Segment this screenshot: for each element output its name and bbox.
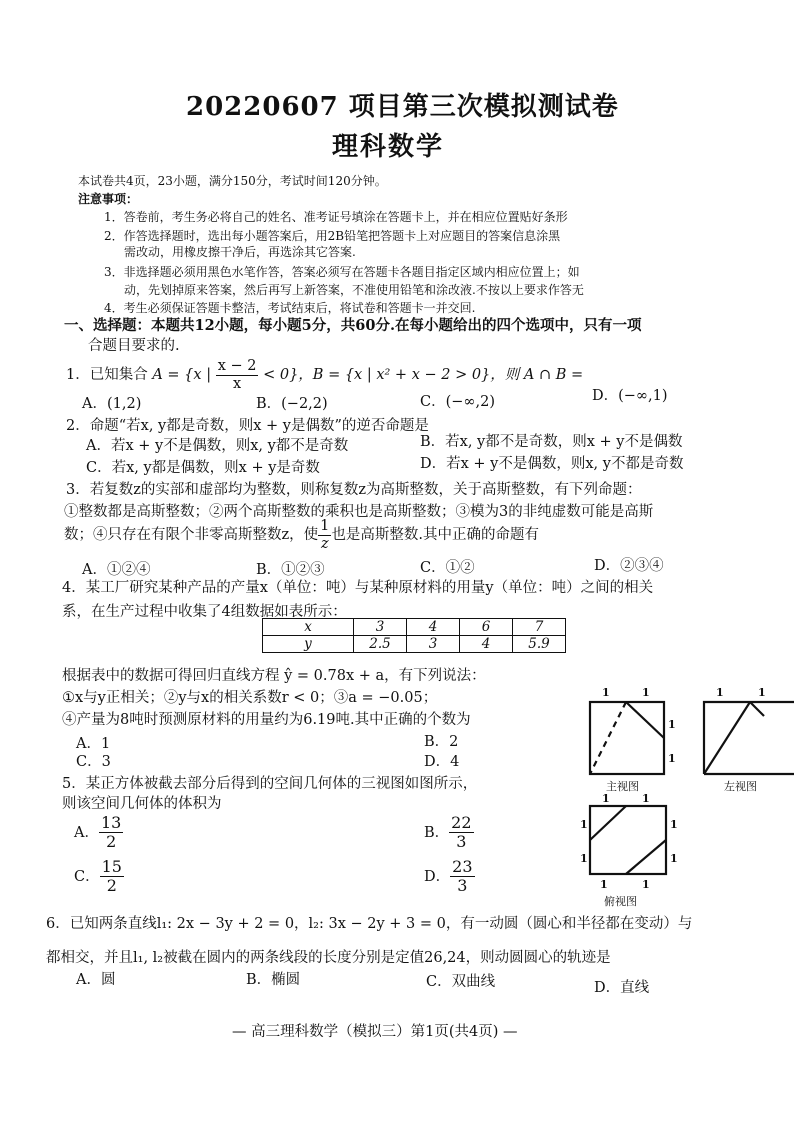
q1-option-a: A．(1,2) (82, 396, 142, 412)
notice-item-3-cont: 动，先划掉原来答案，然后再写上新答案，不准使用铅笔和涂改液.不按以上要求作答无 (124, 283, 584, 297)
notice-item-4: 4．考生必须保证答题卡整洁，考试结束后，将试卷和答题卡一并交回. (104, 301, 476, 315)
table-cell: 4 (460, 636, 513, 653)
q3-option-d: D．②③④ (594, 558, 664, 574)
q5-option-c-num: 15 (101, 857, 122, 876)
q6-option-d: D．直线 (594, 980, 650, 996)
dimension-label: 1 (602, 686, 610, 699)
dimension-label: 1 (602, 792, 610, 805)
q5-option-d-label: D． (424, 868, 451, 885)
dimension-label: 1 (580, 852, 588, 865)
q2-option-d: D．若x + y不是偶数，则x, y不都是奇数 (420, 456, 684, 472)
q1-option-b: B．(−2,2) (256, 396, 328, 412)
question-5-line2: 则该空间几何体的体积为 (62, 796, 222, 812)
notice-heading: 注意事项： (78, 192, 139, 206)
q2-option-c: C．若x, y都是偶数，则x + y是奇数 (86, 460, 320, 476)
q3-option-c: C．①② (420, 560, 475, 576)
dimension-label: 1 (642, 792, 650, 805)
q5-option-a-num: 13 (100, 813, 122, 832)
side-view-edge (704, 702, 750, 774)
q2-option-a: A．若x + y不是偶数，则x, y都不是奇数 (86, 438, 349, 454)
table-header-x: x (263, 619, 354, 636)
q4-option-d: D．4 (424, 754, 460, 770)
dimension-label: 1 (716, 686, 724, 699)
q5-option-c-fraction (100, 858, 124, 896)
q5-option-b-label: B． (424, 824, 450, 841)
question-3-line2: ①整数都是高斯整数；②两个高斯整数的乘积也是高斯整数；③模为3的非纯虚数可能是高斯 (64, 504, 654, 520)
q6-option-a: A．圆 (76, 972, 116, 988)
q3-line3-post: 也是高斯整数.其中正确的命题有 (331, 527, 539, 544)
q3-frac-num: 1 (320, 518, 330, 534)
question-4-line3: 根据表中的数据可得回归直线方程 ŷ = 0.78x + a，有下列说法： (62, 668, 486, 684)
question-1-stem (66, 358, 583, 392)
table-cell: 3 (354, 619, 407, 636)
top-view-edge-1 (590, 806, 626, 840)
q5-option-b-num: 22 (451, 813, 472, 832)
question-6-line1: 6．已知两条直线l₁: 2x − 3y + 2 = 0，l₂: 3x − 2y + 3 = 0，有一动圆（圆心和半径都在变动）与 (46, 916, 693, 932)
q4-option-c: C．3 (76, 754, 111, 770)
table-row-x (263, 619, 566, 636)
dimension-label: 1 (580, 818, 588, 831)
q5-option-a (74, 814, 123, 852)
front-view-outline (590, 702, 664, 774)
section-heading-cont: 合题目要求的. (88, 338, 180, 354)
q5-option-a-label: A． (74, 824, 99, 841)
notice-item-2-cont: 需改动，用橡皮擦干净后，再选涂其它答案. (124, 245, 356, 259)
exam-intro: 本试卷共4页，23小题，满分150分，考试时间120分钟。 (78, 174, 387, 188)
q5-option-b-den: 3 (456, 832, 467, 852)
question-3-line3 (64, 518, 539, 552)
dimension-label: 1 (642, 686, 650, 699)
q2-option-b: B．若x, y都不是奇数，则x + y不是偶数 (420, 434, 683, 450)
question-2-stem: 2．命题“若x, y都是奇数，则x + y是偶数”的逆否命题是 (66, 418, 429, 434)
q1-option-d: D．(−∞,1) (592, 388, 668, 404)
top-view-outline (590, 806, 666, 874)
q5-option-c-den: 2 (106, 876, 117, 896)
notice-item-2: 2．作答选择题时，选出每小题答案后，用2B铅笔把答题卡上对应题目的答案信息涂黑 (104, 229, 561, 243)
question-4-line5: ④产量为8吨时预测原材料的用量约为6.19吨.其中正确的个数为 (62, 712, 471, 728)
q5-option-a-den: 2 (106, 832, 117, 852)
front-view-hidden-edge (590, 702, 626, 774)
dimension-label: 1 (642, 878, 650, 891)
dimension-label: 1 (600, 878, 608, 891)
q5-option-b-fraction (449, 814, 473, 852)
q3-line3-pre: 数；④只存在有限个非零高斯整数z，使 (64, 527, 319, 544)
q6-option-b: B．椭圆 (246, 972, 301, 988)
q5-option-a-fraction (99, 814, 123, 852)
top-view-edge-2 (626, 840, 666, 874)
page-subtitle: 理科数学 (332, 132, 445, 162)
q1-set-a-post: < 0}，B = {x | x² + x − 2 > 0}，则 A ∩ B = (263, 367, 584, 384)
three-view-figure (580, 682, 794, 894)
q3-option-b: B．①②③ (256, 562, 325, 578)
q5-option-d-num: 23 (452, 857, 473, 876)
q1-set-a-pre: A = {x | (152, 367, 212, 384)
q1-option-c: C．(−∞,2) (420, 394, 495, 410)
dimension-label: 1 (668, 718, 676, 731)
top-view-label: 俯视图 (604, 895, 637, 908)
q5-option-d (424, 858, 475, 896)
q5-option-c (74, 858, 124, 896)
q5-option-d-den: 3 (457, 876, 468, 896)
q3-fraction (318, 518, 331, 552)
question-6-line2: 都相交，并且l₁, l₂被截在圆内的两条线段的长度分别是定值26,24，则动圆圆心的轨迹是 (46, 950, 611, 966)
dimension-label: 1 (670, 818, 678, 831)
q3-option-a: A．①②④ (82, 562, 151, 578)
table-cell: 2.5 (354, 636, 407, 653)
q5-option-c-label: C． (74, 868, 100, 885)
table-cell: 7 (513, 619, 566, 636)
side-view-label: 左视图 (724, 780, 757, 793)
page-title: 20220607 项目第三次模拟测试卷 (186, 92, 619, 122)
q1-frac-den: x (233, 375, 242, 392)
notice-item-1: 1．答卷前，考生务必将自己的姓名、准考证号填涂在答题卡上，并在相应位置贴好条形 (104, 210, 568, 224)
q1-fraction (216, 358, 259, 392)
table-header-y: y (263, 636, 354, 653)
q4-option-a: A．1 (76, 736, 111, 752)
q4-option-b: B．2 (424, 734, 459, 750)
front-view-edge (626, 702, 664, 738)
q5-option-b (424, 814, 474, 852)
side-view-outline (704, 702, 794, 774)
table-cell: 6 (460, 619, 513, 636)
page-footer: — 高三理科数学（模拟三）第1页(共4页) — (232, 1024, 518, 1040)
q3-frac-den: z (320, 535, 329, 552)
front-view-label: 主视图 (606, 780, 639, 793)
question-5-line1: 5．某正方体被截去部分后得到的空间几何体的三视图如图所示， (62, 776, 478, 792)
notice-item-3: 3．非选择题必须用黑色水笔作答，答案必须写在答题卡各题目指定区域内相应位置上；如 (104, 265, 580, 279)
table-cell: 4 (407, 619, 460, 636)
q6-option-c: C．双曲线 (426, 974, 496, 990)
data-table (262, 618, 566, 653)
dimension-label: 1 (668, 752, 676, 765)
question-3-line1: 3．若复数z的实部和虚部均为整数，则称复数z为高斯整数，关于高斯整数，有下列命题： (66, 482, 642, 498)
question-4-line4: ①x与y正相关；②y与x的相关系数r < 0；③a = −0.05； (62, 690, 438, 706)
q1-frac-num: x − 2 (217, 358, 257, 374)
q5-option-d-fraction (450, 858, 474, 896)
dimension-label: 1 (758, 686, 766, 699)
table-cell: 5.9 (513, 636, 566, 653)
question-4-line2: 系，在生产过程中收集了4组数据如表所示： (62, 604, 347, 620)
question-4-line1: 4．某工厂研究某种产品的产量x（单位：吨）与某种原材料的用量y（单位：吨）之间的相关 (62, 580, 654, 596)
table-cell: 3 (407, 636, 460, 653)
table-row-y (263, 636, 566, 653)
dimension-label: 1 (670, 852, 678, 865)
side-view-edge-2 (750, 702, 764, 716)
q1-lead: 1．已知集合 (66, 367, 148, 384)
section-heading: 一、选择题：本题共12小题，每小题5分，共60分.在每小题给出的四个选项中，只有一项 (64, 317, 642, 334)
